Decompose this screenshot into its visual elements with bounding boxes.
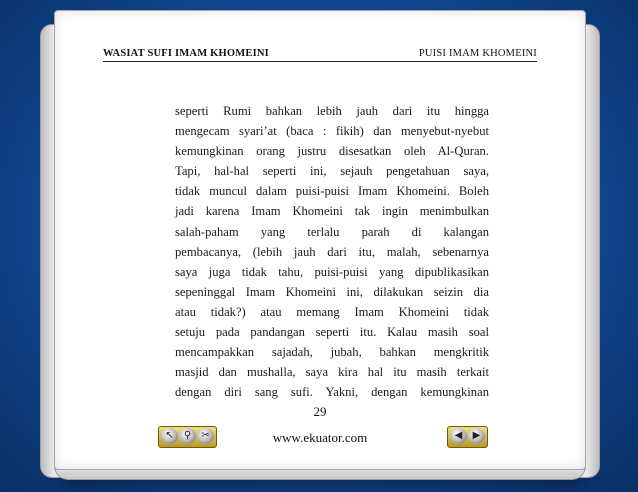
text-line: tidak muncul dalam puisi-puisi Imam Khomeini. Boleh xyxy=(175,184,489,199)
page-number: 29 xyxy=(313,404,327,419)
text-line: salah-paham yang terlalu parah di kalangan xyxy=(175,224,489,239)
book-title: WASIAT SUFI IMAM KHOMEINI xyxy=(103,48,269,59)
zoom-icon[interactable]: ⚲ xyxy=(179,428,196,444)
text-line: mengecam syari’at (baca : fikih) dan menyebut-nyebut xyxy=(175,124,489,139)
prev-page-icon[interactable]: ◀ xyxy=(450,428,467,444)
text-line: masjid dan mushalla, saya kira hal itu masih terkait xyxy=(175,365,489,380)
text-line: atau tidak?) atau memang Imam Khomeini tidak xyxy=(175,304,489,319)
text-line: saya juga tidak tahu, puisi-puisi yang dipublikasikan xyxy=(175,264,489,279)
toolbar-left xyxy=(158,426,217,448)
text-line: setuju pada pandangan seperti itu. Kalau masih soal xyxy=(175,325,489,340)
website-url[interactable]: www.ekuator.com xyxy=(272,430,368,445)
running-header xyxy=(103,45,537,62)
body-text xyxy=(175,101,489,402)
text-line: kemungkinan orang justru disesatkan oleh Al-Quran. xyxy=(175,144,489,159)
text-line: Tapi, hal-hal seperti ini, sejauh pengetahuan saya, xyxy=(175,164,489,179)
text-line: pembacanya, (lebih jauh dari itu, malah, sebenarnya xyxy=(175,244,489,259)
text-line: jadi karena Imam Khomeini tak ingin menimbulkan xyxy=(175,204,489,219)
tools-icon[interactable]: ✂ xyxy=(197,428,214,444)
next-page-icon[interactable]: ▶ xyxy=(468,428,485,444)
pointer-icon[interactable]: ↖ xyxy=(161,428,178,444)
text-line: seperti Rumi bahkan lebih jauh dari itu hingga xyxy=(175,104,489,118)
book xyxy=(40,10,600,480)
toolbar-right xyxy=(447,426,488,448)
book-page xyxy=(54,10,586,470)
text-line: mencampakkan sajadah, jubah, bahkan mengkritik xyxy=(175,345,489,360)
text-line: dengan diri sang sufi. Yakni, dengan kemungkinan xyxy=(175,385,489,400)
text-line: sepeninggal Imam Khomeini ini, dilakukan seizin dia xyxy=(175,284,489,299)
section-title: PUISI IMAM KHOMEINI xyxy=(418,48,537,59)
